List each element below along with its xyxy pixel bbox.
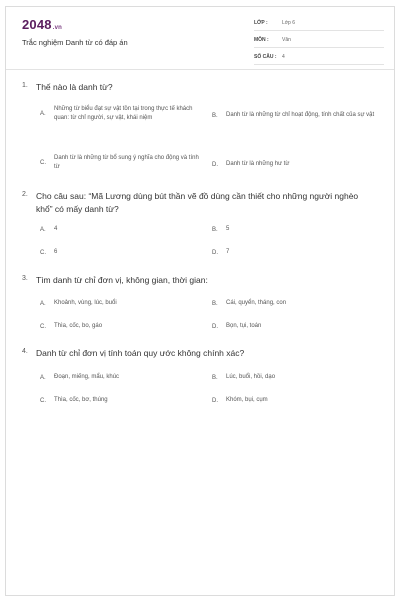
option-text: Thìa, cốc, bo, gáo xyxy=(54,323,103,329)
header-divider xyxy=(6,69,394,70)
question-number: 3. xyxy=(22,275,28,282)
meta-value: Lớp 6 xyxy=(282,20,296,26)
option-letter: C. xyxy=(40,397,46,404)
meta-label: MÔN : xyxy=(254,37,269,43)
option-4-d[interactable] xyxy=(212,396,377,405)
option-text: Thìa, cốc, bơ, thúng xyxy=(54,397,108,403)
option-letter: C. xyxy=(40,249,46,256)
meta-row-count xyxy=(254,50,384,65)
option-1-d[interactable] xyxy=(212,160,377,169)
option-text: Lúc, buổi, hồi, dạo xyxy=(226,374,276,380)
option-text: 6 xyxy=(54,249,58,255)
option-2-a[interactable] xyxy=(40,225,205,234)
option-text: 5 xyxy=(226,226,230,232)
option-3-b[interactable] xyxy=(212,299,377,308)
option-letter: D. xyxy=(212,397,218,404)
option-letter: B. xyxy=(212,374,218,381)
option-4-b[interactable] xyxy=(212,373,377,382)
worksheet-page xyxy=(5,6,395,596)
question-text: Cho câu sau: “Mã Lương dùng bút thần vẽ đồ dùng cần thiết cho những người nghèo khổ” có mấy danh từ? xyxy=(36,191,359,214)
option-2-b[interactable] xyxy=(212,225,377,234)
option-text: Bọn, tụi, toán xyxy=(226,323,262,329)
option-4-a[interactable] xyxy=(40,373,205,382)
option-letter: C. xyxy=(40,323,46,330)
option-letter: C. xyxy=(40,160,46,166)
option-letter: A. xyxy=(40,300,46,307)
meta-label: LỚP : xyxy=(254,20,268,26)
option-1-b[interactable] xyxy=(212,111,382,120)
option-text: Danh từ là những từ chỉ hoạt động, tính chất của sự vật xyxy=(226,112,375,118)
option-text: 4 xyxy=(54,226,58,232)
question-4 xyxy=(22,347,382,360)
option-letter: B. xyxy=(212,300,218,307)
option-letter: A. xyxy=(40,374,46,381)
option-3-a[interactable] xyxy=(40,299,205,308)
meta-row-class xyxy=(254,16,384,31)
option-text: Danh từ là những hư từ xyxy=(226,161,290,167)
option-text: Khoảnh, vùng, lúc, buổi xyxy=(54,300,117,306)
meta-label: SỐ CÂU : xyxy=(254,54,277,60)
option-letter: D. xyxy=(212,249,218,256)
question-1 xyxy=(22,81,382,94)
option-1-c[interactable] xyxy=(40,154,208,172)
question-3 xyxy=(22,274,382,287)
option-2-c[interactable] xyxy=(40,248,205,257)
meta-row-subject xyxy=(254,33,384,48)
quiz-meta xyxy=(254,16,384,67)
option-letter: B. xyxy=(212,112,218,119)
option-letter: A. xyxy=(40,226,46,233)
logo-sub: .vn xyxy=(52,25,63,31)
option-letter: D. xyxy=(212,323,218,330)
question-text: Danh từ chỉ đơn vị tính toán quy ước không chính xác? xyxy=(36,348,245,358)
option-text: Những từ biểu đạt sự vật tồn tại trong thực tế khách quan: từ chỉ người, sự vật, khái niệm xyxy=(54,106,193,121)
option-text: Khóm, bụi, cụm xyxy=(226,397,268,403)
meta-value: 4 xyxy=(282,54,285,60)
option-letter: A. xyxy=(40,111,46,117)
site-logo[interactable] xyxy=(22,17,62,32)
meta-value: Văn xyxy=(282,37,291,43)
option-letter: D. xyxy=(212,161,218,168)
option-2-d[interactable] xyxy=(212,248,377,257)
question-number: 1. xyxy=(22,82,28,89)
question-text: Tìm danh từ chỉ đơn vị, không gian, thời gian: xyxy=(36,275,208,285)
quiz-title: Trắc nghiệm Danh từ có đáp án xyxy=(22,38,128,47)
option-text: Cái, quyển, tháng, con xyxy=(226,300,287,306)
question-2 xyxy=(22,190,382,216)
option-3-d[interactable] xyxy=(212,322,377,331)
option-1-a[interactable] xyxy=(40,105,208,123)
question-number: 2. xyxy=(22,191,28,198)
option-text: 7 xyxy=(226,249,230,255)
question-number: 4. xyxy=(22,348,28,355)
option-text: Đoạn, miếng, mẩu, khúc xyxy=(54,374,120,380)
option-letter: B. xyxy=(212,226,218,233)
option-4-c[interactable] xyxy=(40,396,205,405)
question-text: Thế nào là danh từ? xyxy=(36,82,113,92)
option-text: Danh từ là những từ bổ sung ý nghĩa cho động và tính từ xyxy=(54,155,199,170)
logo-main: 2048 xyxy=(22,17,52,32)
option-3-c[interactable] xyxy=(40,322,205,331)
